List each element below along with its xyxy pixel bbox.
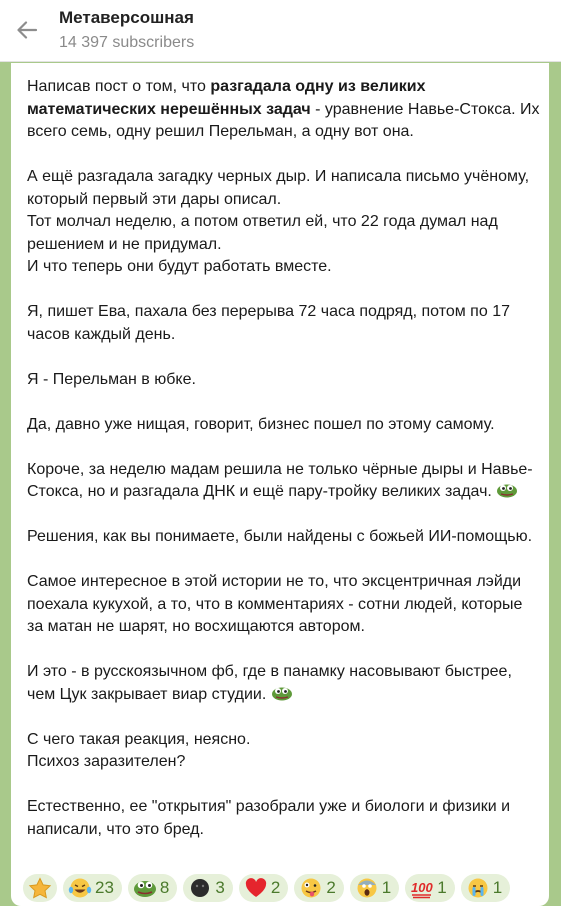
paragraph-8: Короче, за неделю мадам решила не только чёрные дыры и Навье-Стокса, но и разгадала ДНК и ещё пару-тройку великих задач. [27, 460, 533, 500]
reaction-pepe[interactable] [128, 874, 177, 902]
reaction-hundred-points[interactable] [405, 874, 454, 902]
black-circle-icon [188, 877, 212, 899]
bold-phrase: разгадала одну из великих математических нерешённых задач [27, 78, 426, 118]
reaction-count: 2 [270, 878, 281, 897]
paragraph-4: И что теперь они будут работать вместе. [27, 258, 332, 275]
subscriber-count: 14 397 subscribers [59, 34, 195, 51]
reactions-bar [23, 874, 510, 904]
red-heart-icon [244, 877, 268, 899]
reaction-tears-of-joy[interactable] [63, 874, 122, 902]
reaction-red-heart[interactable] [239, 874, 288, 902]
reaction-count: 1 [492, 878, 503, 897]
reaction-crying-face[interactable] [461, 874, 510, 902]
message-text [27, 76, 542, 864]
hundred-points-icon [410, 877, 434, 899]
paragraph-14: Естественно, ее "открытия" разобрали уже и биологи и физики и написали, что это бред. [27, 798, 511, 838]
pepe-emoji-icon [271, 685, 293, 701]
paragraph-6: Я - Перельман в юбке. [27, 370, 196, 388]
paragraph-10: Самое интересное в этой истории не то, что эксцентричная лэйди поехала кукухой, а то, что в комментариях - сотни людей, которые за матан не шарят, но восхищаются автором. [27, 573, 523, 635]
message-bubble [11, 63, 549, 906]
arrow-left-icon [16, 21, 38, 39]
reaction-crazy-face[interactable] [294, 874, 343, 902]
paragraph-9: Решения, как вы понимаете, были найдены с божьей ИИ-помощью. [27, 528, 533, 545]
reaction-count: 8 [159, 878, 170, 897]
svg-text:100: 100 [411, 880, 433, 895]
reaction-screaming-face[interactable] [350, 874, 399, 902]
reaction-count: 1 [381, 878, 392, 897]
paragraph-5: Я, пишет Ева, пахала без перерыва 72 часа подряд, потом по 17 часов каждый день. [27, 303, 510, 343]
crazy-face-icon [299, 877, 323, 899]
paragraph-12: С чего такая реакция, неясно. [27, 730, 251, 748]
back-button[interactable] [10, 13, 44, 47]
star-icon [28, 877, 52, 899]
channel-header [0, 0, 561, 62]
tears-of-joy-icon [68, 877, 92, 899]
paragraph-1: Написав пост о том, что разгадала одну из великих математических нерешённых задач - уравнение Навье-Стокса. Их всего семь, одну решил Перельман, а одну вот она. [27, 78, 540, 140]
paragraph-13: Психоз заразителен? [27, 753, 186, 770]
paragraph-2: А ещё разгадала загадку черных дыр. И написала письмо учёному, который первый эти дары описал. [27, 168, 530, 208]
reaction-black-circle[interactable] [183, 874, 232, 902]
paragraph-3: Тот молчал неделю, а потом ответил ей, что 22 года думал над решением и не придумал. [27, 213, 498, 253]
reaction-count: 1 [437, 878, 447, 897]
pepe-icon [133, 877, 157, 899]
pepe-emoji-icon [496, 482, 518, 498]
reaction-count: 23 [95, 878, 114, 897]
reaction-star[interactable] [23, 874, 57, 902]
channel-title[interactable]: Метаверсошная [59, 8, 194, 27]
reaction-count: 3 [215, 878, 225, 897]
reaction-count: 2 [326, 878, 336, 897]
paragraph-7: Да, давно уже нищая, говорит, бизнес пошел по этому самому. [27, 415, 495, 433]
screaming-face-icon [355, 877, 379, 899]
paragraph-11: И это - в русскоязычном фб, где в панамку насовывают быстрее, чем Цук закрывает виар студии. [27, 663, 512, 703]
crying-face-icon [466, 877, 490, 899]
